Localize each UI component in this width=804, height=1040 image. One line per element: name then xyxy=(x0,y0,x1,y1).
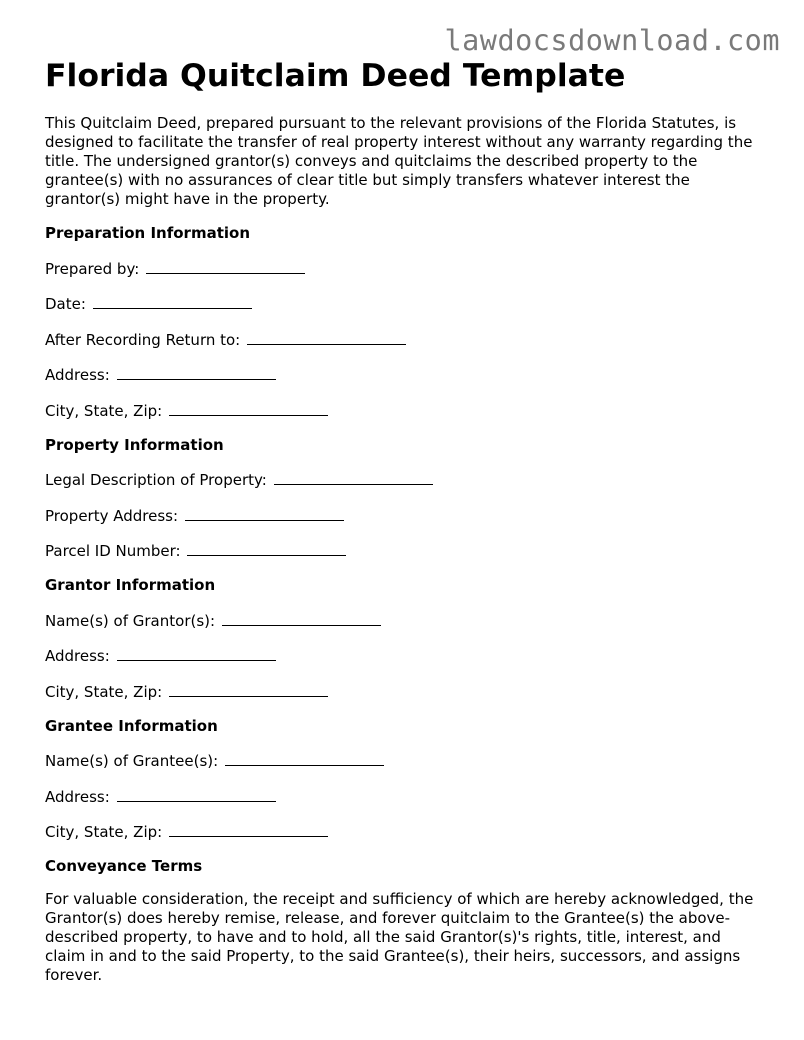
field-label: After Recording Return to: xyxy=(45,330,241,349)
grantor-names-field[interactable] xyxy=(45,610,765,631)
blank-line[interactable] xyxy=(117,645,276,661)
preparation-city-state-zip-field[interactable] xyxy=(45,400,765,421)
legal-description-field[interactable] xyxy=(45,469,765,490)
section-title-grantee: Grantee Information xyxy=(45,716,218,735)
section-title-conveyance: Conveyance Terms xyxy=(45,857,203,875)
conveyance-terms-paragraph: For valuable consideration, the receipt and sufficiency of which are hereby acknowledged, the Grantor(s) does hereby remise, release, and forever quitclaim to the Grantee(s) the above-described property, to have and to hold, all the said Grantor(s)'s rights, title, interest, and claim in and to the said Property, to the said Grantee(s), their heirs, successors, and assigns forever. xyxy=(45,890,754,984)
grantee-names-field[interactable] xyxy=(45,750,765,771)
field-label: City, State, Zip: xyxy=(45,823,163,841)
preparation-address-field[interactable] xyxy=(45,364,765,385)
section-title-property: Property Information xyxy=(45,435,224,454)
parcel-id-field[interactable] xyxy=(45,540,765,561)
field-label: Prepared by: xyxy=(45,259,140,278)
grantor-address-field[interactable] xyxy=(45,645,765,666)
field-label: Address: xyxy=(45,647,110,665)
blank-line[interactable] xyxy=(117,786,276,802)
intro-paragraph: This Quitclaim Deed, prepared pursuant to the relevant provisions of the Florida Statutes, is designed to facilitate the transfer of real property interest without any warranty regarding the title. The undersigned grantor(s) conveys and quitclaims the described property to the grantee(s) with no assurances of clear title but simply transfers whatever interest the grantor(s) might have in the property. xyxy=(45,114,753,208)
blank-line[interactable] xyxy=(187,540,346,556)
blank-line[interactable] xyxy=(146,258,305,274)
field-label: Parcel ID Number: xyxy=(45,542,181,560)
date-field[interactable] xyxy=(45,293,765,314)
property-address-field[interactable] xyxy=(45,505,765,526)
blank-line[interactable] xyxy=(169,821,328,837)
field-label: Address: xyxy=(45,366,110,384)
return-to-field[interactable] xyxy=(45,329,765,350)
section-title-preparation: Preparation Information xyxy=(45,224,250,242)
blank-line[interactable] xyxy=(225,750,384,766)
field-label: City, State, Zip: xyxy=(45,401,163,420)
field-label: Name(s) of Grantee(s): xyxy=(45,752,219,770)
watermark: lawdocsdownload.com xyxy=(444,24,780,57)
prepared-by-field[interactable] xyxy=(45,258,765,279)
field-label: Property Address: xyxy=(45,506,179,525)
blank-line[interactable] xyxy=(169,400,328,416)
grantor-city-state-zip-field[interactable] xyxy=(45,681,765,702)
blank-line[interactable] xyxy=(222,610,381,626)
page-title: Florida Quitclaim Deed Template xyxy=(45,58,626,94)
blank-line[interactable] xyxy=(169,681,328,697)
blank-line[interactable] xyxy=(247,329,406,345)
grantee-city-state-zip-field[interactable] xyxy=(45,821,765,842)
blank-line[interactable] xyxy=(274,469,433,485)
blank-line[interactable] xyxy=(185,505,344,521)
field-label: Address: xyxy=(45,787,110,806)
grantee-address-field[interactable] xyxy=(45,786,765,807)
blank-line[interactable] xyxy=(117,364,276,380)
section-title-grantor: Grantor Information xyxy=(45,576,216,594)
field-label: City, State, Zip: xyxy=(45,682,163,701)
field-label: Legal Description of Property: xyxy=(45,471,267,489)
blank-line[interactable] xyxy=(93,293,252,309)
field-label: Date: xyxy=(45,295,86,313)
field-label: Name(s) of Grantor(s): xyxy=(45,611,216,630)
document-body xyxy=(45,54,765,985)
